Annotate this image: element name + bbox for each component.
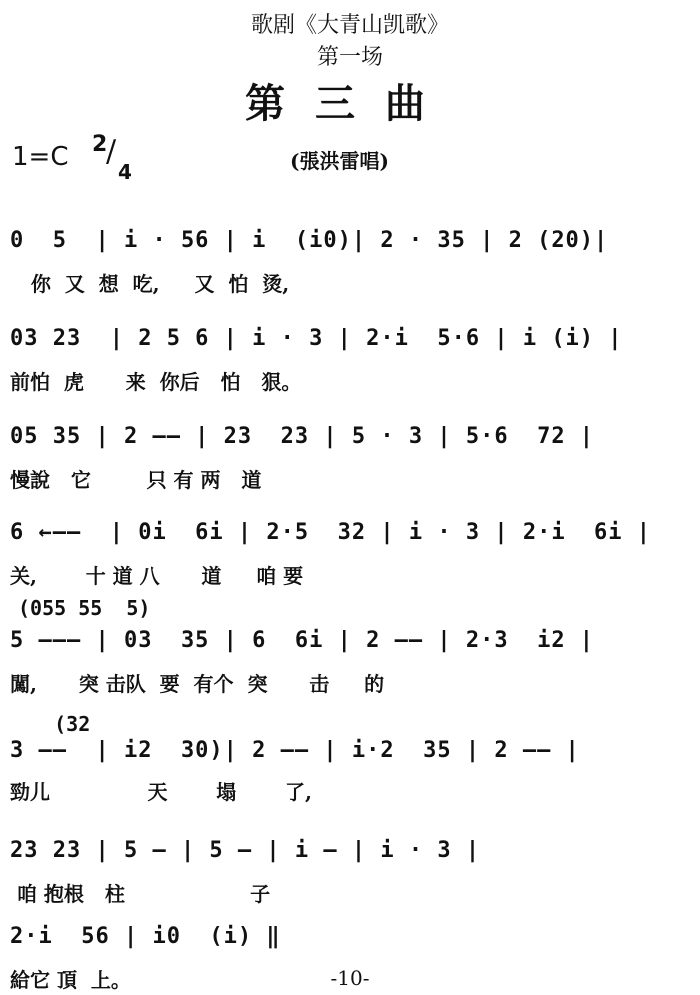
scene-label: 第一场 <box>316 45 383 70</box>
page-number: -10- <box>330 966 370 990</box>
time-signature-slash: / <box>106 134 117 169</box>
lyrics-line: 前怕 虎 来 你后 怕 狠。 <box>10 370 302 394</box>
lyrics-line: 关, 十 道 八 道 咱 要 <box>10 564 304 588</box>
lyrics-line: 咱 抱根 柱 子 <box>10 882 271 906</box>
notation-line: 05 35 | 2 —— | 23 23 | 5 · 3 | 5·6 72 | <box>10 424 595 449</box>
lyrics-line: 慢說 它 只 有 两 道 <box>10 468 262 492</box>
key-signature: 1=C <box>12 142 69 172</box>
time-signature-numerator: 2 <box>92 132 108 157</box>
prelude-notes: (32 <box>18 712 91 736</box>
notation-line: 6 ←—— | 0i 6i | 2·5 32 | i · 3 | 2·i 6i | <box>10 520 652 545</box>
notation-line: 2·i 56 | i0 (i) ‖ <box>10 924 281 949</box>
lyrics-line: 你 又 想 吃, 又 怕 烫, <box>10 272 290 296</box>
notation-line: 5 ——— | 03 35 | 6 6i | 2 —— | 2·3 i2 | <box>10 628 595 653</box>
lyrics-line: 勁儿 天 塌 了, <box>10 780 312 804</box>
notation-line: 0 5 | i · 56 | i (i0)| 2 · 35 | 2 (20)| <box>10 228 609 253</box>
singer-credit: (張洪雷唱) <box>290 149 389 173</box>
prelude-notes: (055 55 5) <box>18 596 151 620</box>
lyrics-line: 闖, 突 击队 要 有个 突 击 的 <box>10 672 385 696</box>
song-title: 第三曲 <box>245 80 455 127</box>
notation-line: 23 23 | 5 — | 5 — | i — | i · 3 | <box>10 838 481 863</box>
notation-line: 03 23 | 2 5 6 | i · 3 | 2·i 5·6 | i (i) | <box>10 326 623 351</box>
notation-line: 3 —— | i2 30)| 2 —— | i·2 35 | 2 —— | <box>10 738 580 763</box>
time-signature-denominator: 4 <box>118 160 132 184</box>
opera-title: 歌剧《大青山凯歌》 <box>250 13 449 38</box>
lyrics-line: 給它 頂 上。 <box>10 968 131 992</box>
